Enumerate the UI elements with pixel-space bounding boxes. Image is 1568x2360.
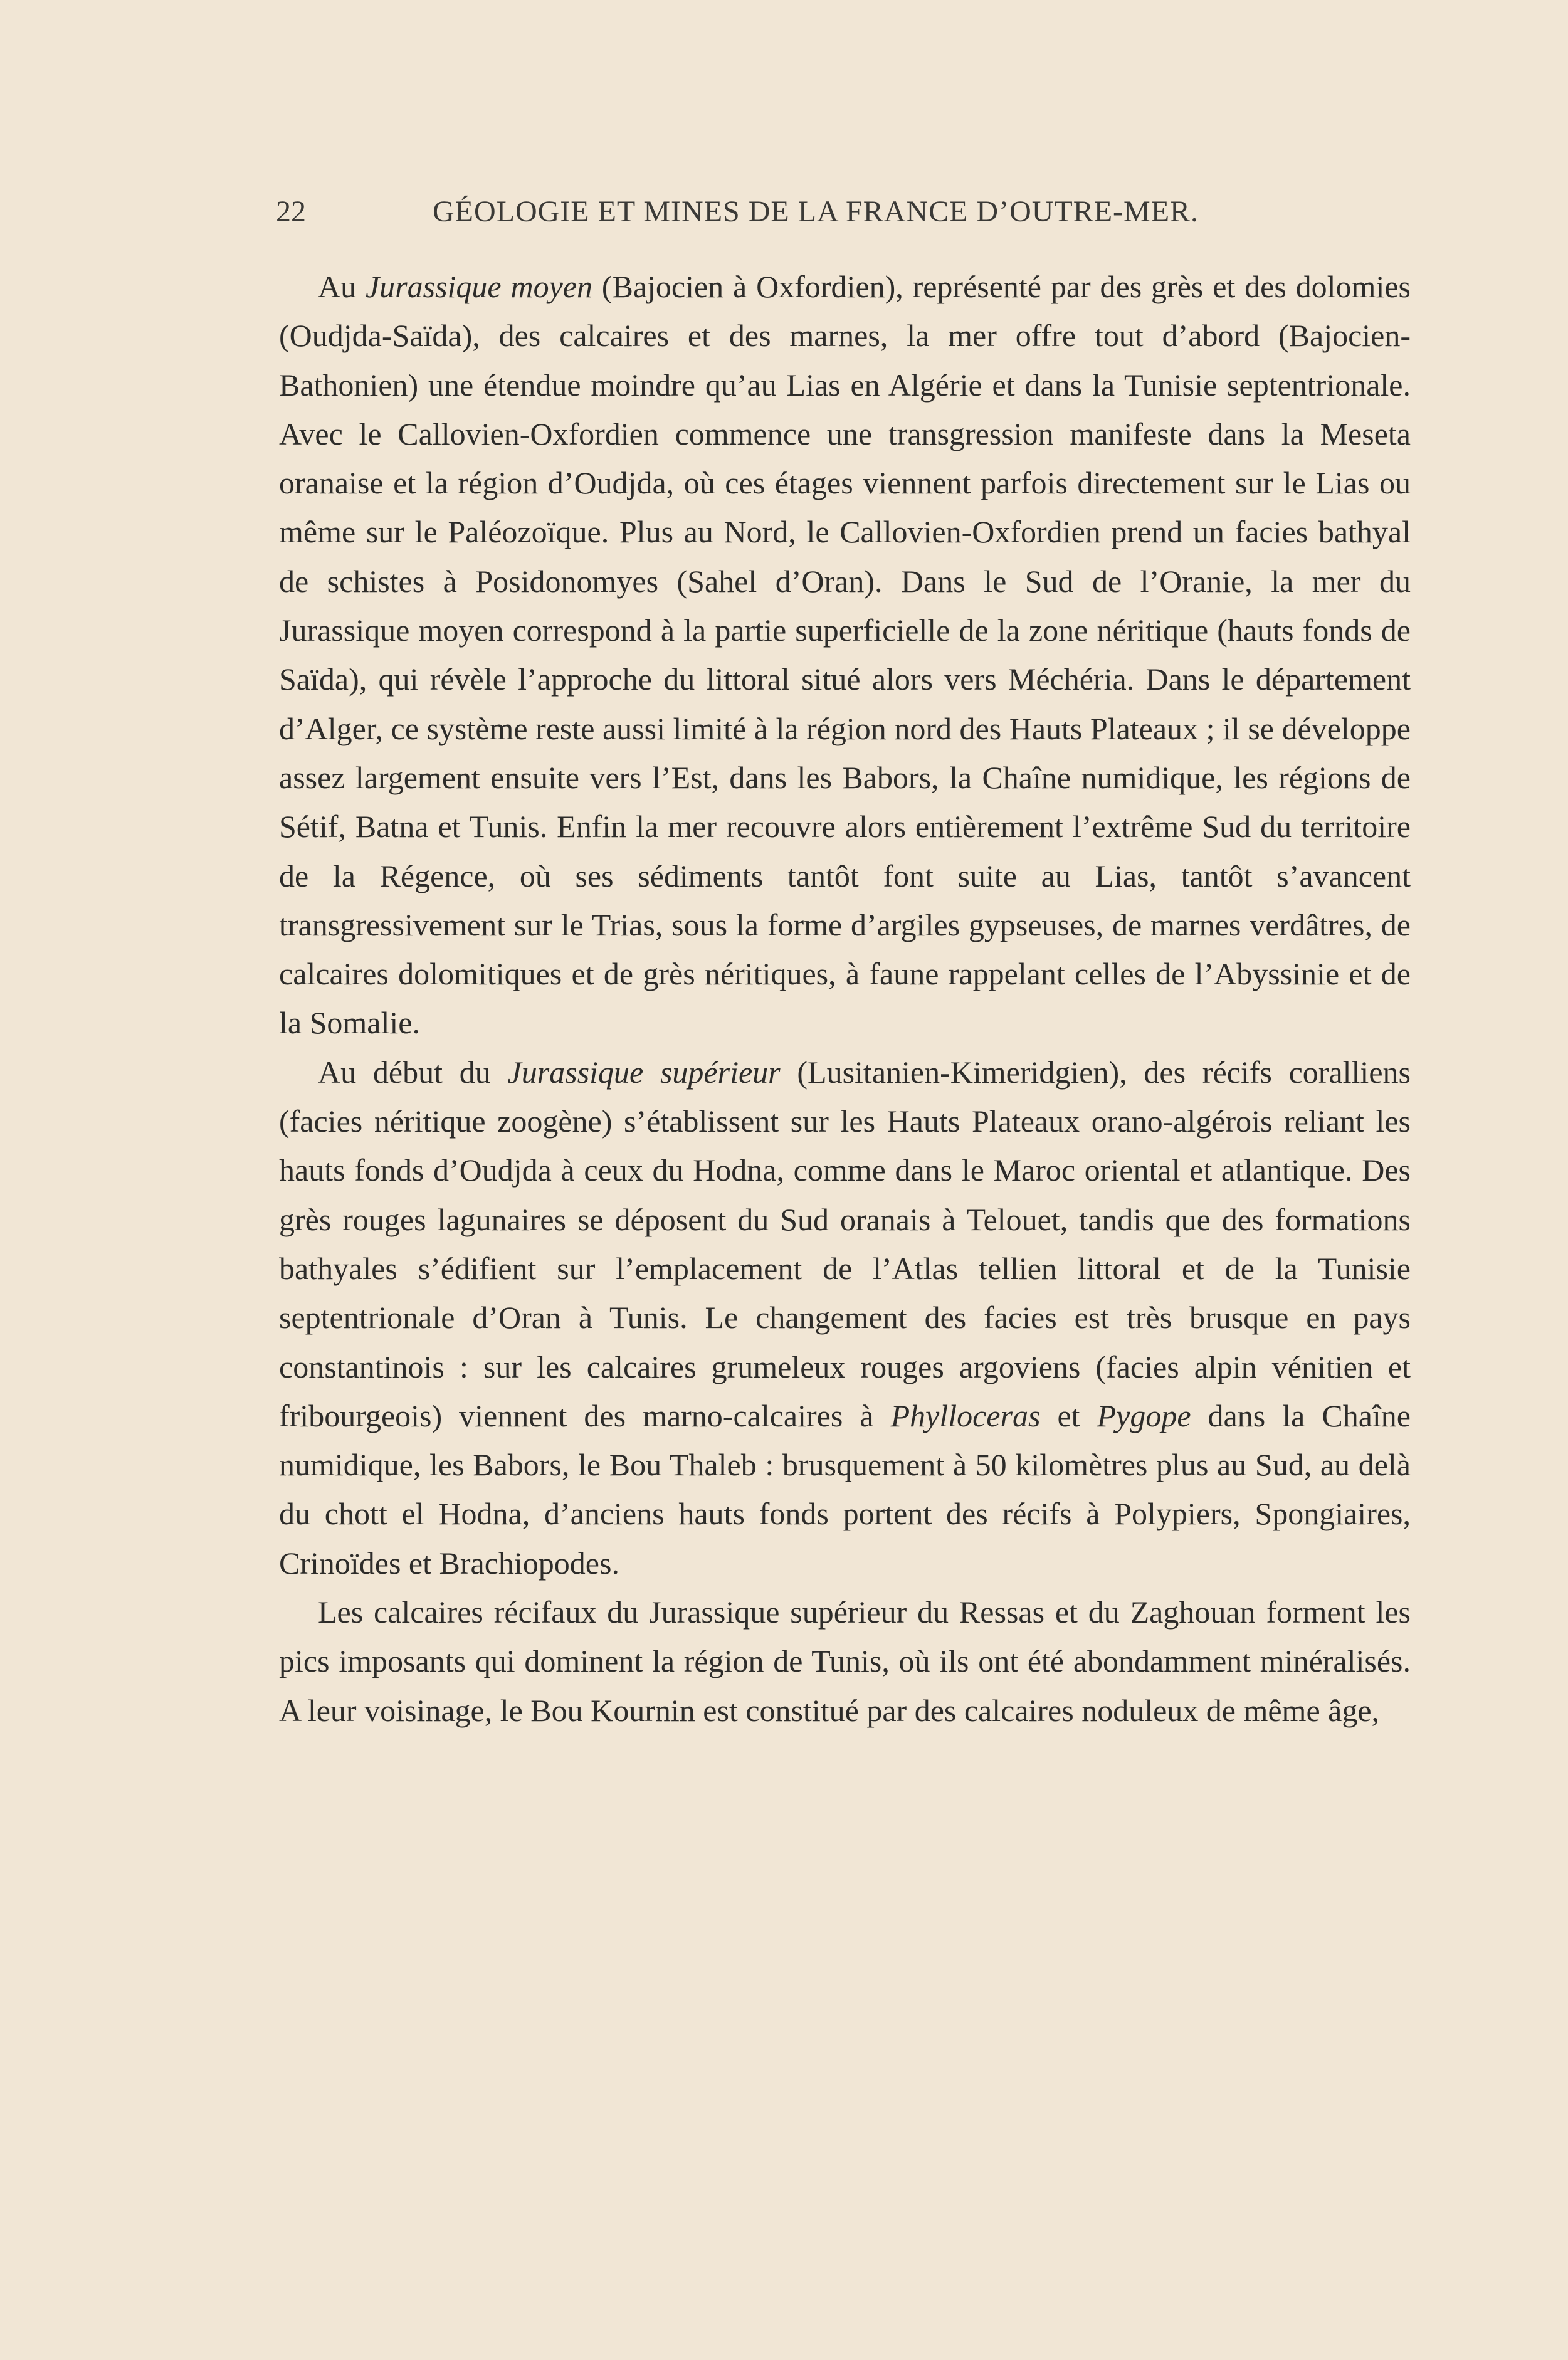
- page-header: [276, 194, 1411, 238]
- text-segment: dans la Chaîne numidique, les Babors, le Bou Thaleb : brusquement à 50 kilomètres plus au Sud, au delà du chott el Hodna, d’anciens hauts fonds portent des récifs à Polypiers, Spongiaires, Crinoïdes et Brachiopodes.: [279, 1398, 1411, 1581]
- text-segment: et: [1040, 1398, 1097, 1433]
- text-segment: (Lusitanien-Kimeridgien), des récifs coralliens (facies néritique zoogène) s’établissent sur les Hauts Plateaux orano-algérois reliant les hauts fonds d’Oudjda à ceux du Hodna, comme dans le Maroc oriental et atlantique. Des grès rouges lagunaires se déposent du Sud oranais à Telouet, tandis que des formations bathyales s’édifient sur l’emplacement de l’Atlas tellien littoral et de la Tunisie septentrionale d’Oran à Tunis. Le changement des facies est très brusque en pays constantinois : sur les calcaires grumeleux rouges argoviens (facies alpin vénitien et fribourgeois) viennent des marno-calcaires à: [279, 1054, 1411, 1433]
- paragraph-calcaires-recifaux: [279, 1588, 1411, 1735]
- text-segment: Au: [318, 269, 366, 304]
- text-segment: (Bajocien à Oxfordien), représenté par des grès et des dolomies (Oudjda-Saïda), des calcaires et des marnes, la mer offre tout d’abord (Bajocien-Bathonien) une étendue moindre qu’au Lias en Algérie et dans la Tunisie septentrionale. Avec le Callovien-Oxfordien commence une transgression manifeste dans la Meseta oranaise et la région d’Oudjda, où ces étages viennent parfois directement sur le Lias ou même sur le Paléozoïque. Plus au Nord, le Callovien-Oxfordien prend un facies bathyal de schistes à Posidonomyes (Sahel d’Oran). Dans le Sud de l’Oranie, la mer du Jurassique moyen correspond à la partie superficielle de la zone néritique (hauts fonds de Saïda), qui révèle l’approche du littoral situé alors vers Méchéria. Dans le département d’Alger, ce système reste aussi limité à la région nord des Hauts Plateaux ; il se développe assez largement ensuite vers l’Est, dans les Babors, la Chaîne numidique, les régions de Sétif, Batna et Tunis. Enfin la mer recouvre alors entièrement l’extrême Sud du territoire de la Régence, où ses sédiments tantôt font suite au Lias, tantôt s’avancent transgressivement sur le Trias, sous la forme d’argiles gypseuses, de marnes verdâtres, de calcaires dolomitiques et de grès néritiques, à faune rappelant celles de l’Abyssinie et de la Somalie.: [279, 269, 1411, 1041]
- running-title: GÉOLOGIE ET MINES DE LA FRANCE D’OUTRE-MER.: [433, 195, 1199, 228]
- page-number: 22: [276, 195, 306, 228]
- italic-term-jurassique-moyen: Jurassique moyen: [365, 269, 592, 304]
- italic-term-pygope: Pygope: [1097, 1398, 1191, 1433]
- paragraph-jurassique-moyen: [279, 262, 1411, 1048]
- paragraph-jurassique-superieur: [279, 1048, 1411, 1588]
- text-segment: Les calcaires récifaux du Jurassique supérieur du Ressas et du Zaghouan forment les pics imposants qui dominent la région de Tunis, où ils ont été abondamment minéralisés. A leur voisinage, le Bou Kournin est constitué par des calcaires noduleux de même âge,: [279, 1594, 1411, 1728]
- body-text: [279, 262, 1411, 1735]
- text-segment: Au début du: [318, 1054, 508, 1090]
- italic-term-phylloceras: Phylloceras: [890, 1398, 1041, 1433]
- italic-term-jurassique-superieur: Jurassique supérieur: [507, 1054, 781, 1090]
